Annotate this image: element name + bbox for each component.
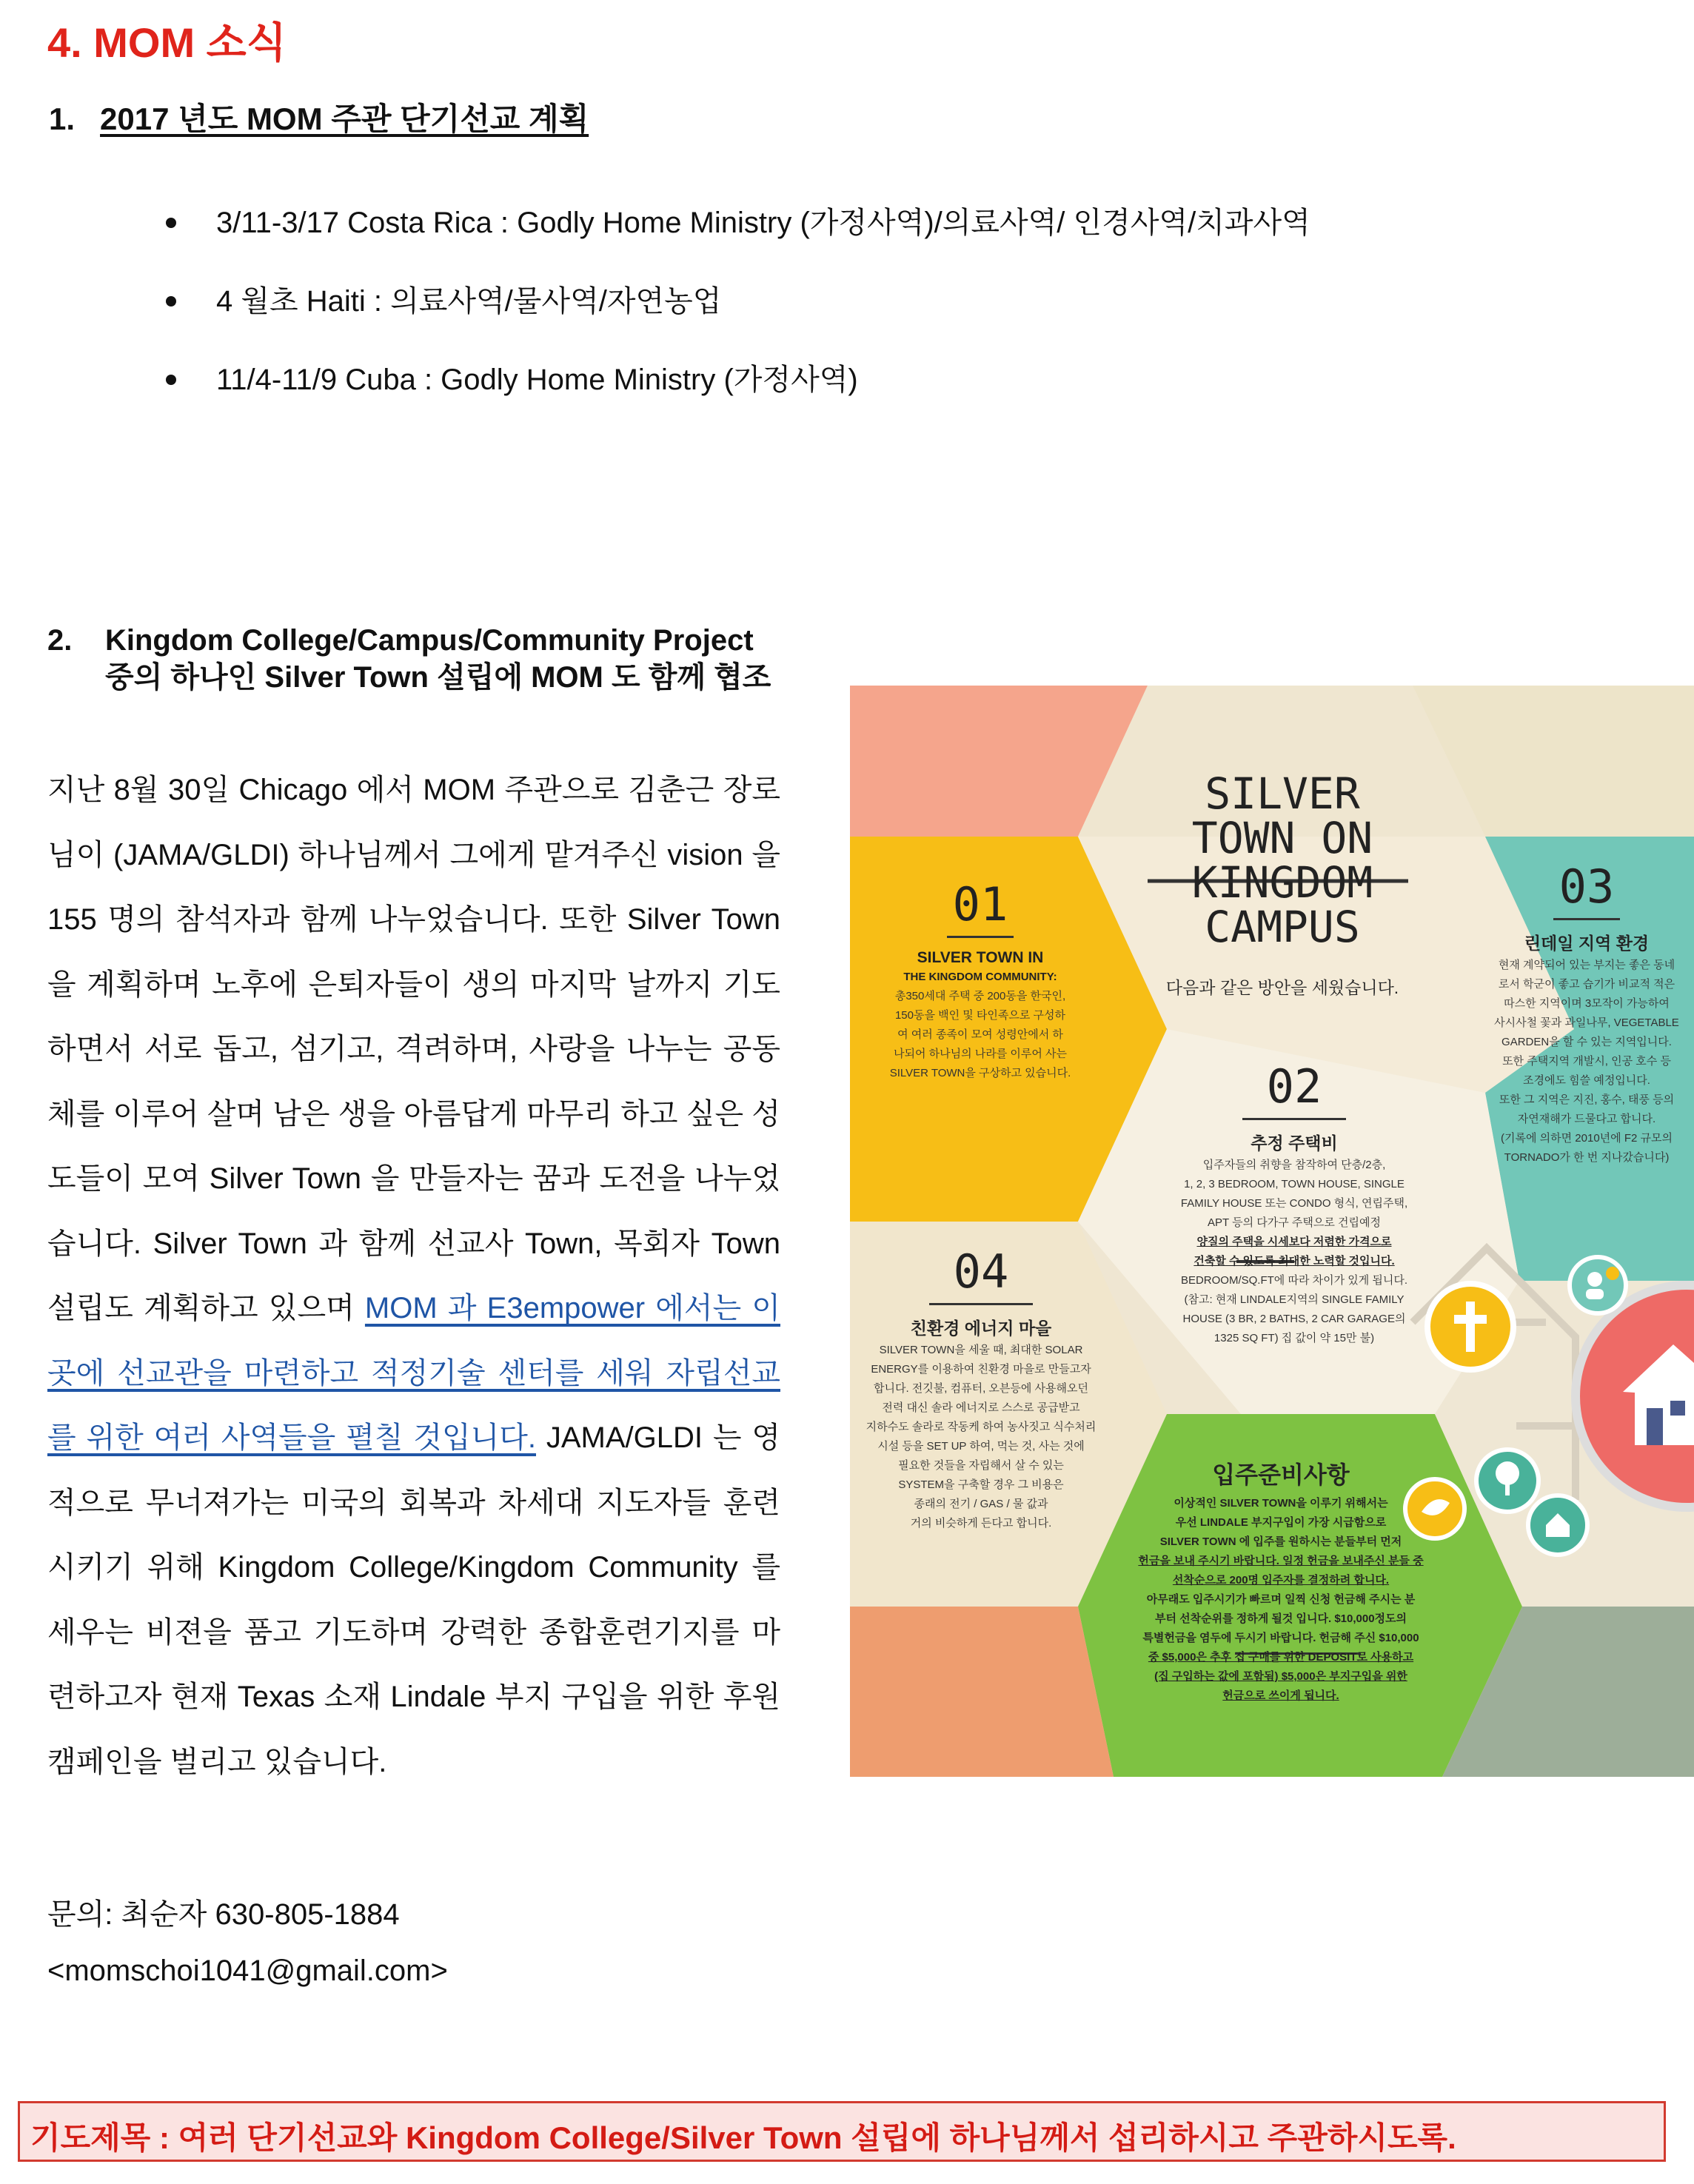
section-02-line: 입주자들의 취향을 참작하여 단층/2층,: [1202, 1159, 1386, 1171]
section-03-line: 로서 학군이 좋고 습기가 비교적 적은: [1498, 978, 1675, 991]
infographic-title: [1149, 768, 1416, 1002]
section-01-subheading: THE KINGDOM COMMUNITY:: [903, 971, 1057, 983]
contact-phone: 문의: 최순자 630-805-1884: [47, 1898, 400, 1931]
subsection-2-heading: [47, 622, 773, 696]
section-03-heading: 린데일 지역 환경: [1524, 934, 1650, 953]
section-03-line: 따스한 지역이며 3모작이 가능하여: [1504, 997, 1670, 1010]
section-05-line: 우선 LINDALE 부지구입이 가장 시급함으로: [1175, 1516, 1387, 1529]
mission-plan-list: [155, 184, 1310, 419]
prayer-request-box: [18, 2101, 1666, 2162]
section-05-line: SILVER TOWN 에 입주를 원하시는 분들부터 먼저: [1159, 1535, 1402, 1548]
section-05-line: 중 $5,000은 추후 집 구매를 위한 DEPOSIT로 사용하고: [1148, 1651, 1414, 1664]
section-04-line: SILVER TOWN을 세울 때, 최대한 SOLAR: [879, 1344, 1083, 1356]
section-05-line: 부터 선착순위를 정하게 될것 입니다. $10,000정도의: [1154, 1612, 1407, 1625]
section-04-line: 종래의 전기 / GAS / 물 값과: [914, 1498, 1048, 1510]
section-02-line: (참고: 현재 LINDALE지역의 SINGLE FAMILY: [1184, 1293, 1405, 1306]
section-04-heading: 친환경 에너지 마을: [910, 1319, 1052, 1338]
section-03-line: 자연재해가 드물다고 합니다.: [1517, 1113, 1656, 1125]
section-02: [1161, 1060, 1427, 1348]
section-02-emphasis: 양질의 주택을 시세보다 저렴한 가격으로: [1196, 1236, 1392, 1248]
section-03-line: 또한 그 지역은 지진, 홍수, 태풍 등의: [1499, 1093, 1675, 1106]
section-03-line: 또한 주택지역 개발시, 인공 호수 등: [1502, 1055, 1671, 1068]
subsection-2-title: Kingdom College/Campus/Community Project 중의 하나인 Silver Town 설립에 MOM 도 함께 협조: [105, 624, 771, 694]
section-05-line: 이상적인 SILVER TOWN을 이루기 위해서는: [1174, 1497, 1388, 1510]
section-02-heading: 추정 주택비: [1251, 1133, 1338, 1153]
section-03: [1479, 860, 1694, 1168]
section-01-number: 01: [952, 877, 1008, 931]
section-04-number: 04: [953, 1245, 1009, 1299]
section-03-number: 03: [1559, 860, 1615, 914]
section-03-line: (기록에 의하면 2010년에 F2 규모의: [1501, 1132, 1673, 1145]
highlighted-text: MOM 과 E3empower 에서는 이곳에 선교관을 마련하고 적정기술 센터를 세워 자립선교를 위한 여러 사역들을 펼칠 것입니다.: [47, 1292, 780, 1454]
section-05-heading: 입주준비사항: [1212, 1461, 1350, 1488]
body-text-part1: 지난 8월 30일 Chicago 에서 MOM 주관으로 김춘근 장로님이 (JAMA/GLDI) 하나님께서 그에게 맡겨주신 vision 을 155 명의 참석자과 함께 나누었습니다. 또한 Silver Town 을 계획하며 노후에 은퇴자들이 생의 마지막 날까지 기도하면서 서로 돕고, 섬기고, 격려하며, 사랑을 나누는 공동체를 이루어 살며 남은 생을 아름답게 마무리 하고 싶은 성도들이 모여 Silver Town 을 만들자는 꿈과 도전을 나누었습니다. Silver Town 과 함께 선교사 Town, 목회자 Town 설립도 계획하고 있으며: [47, 774, 780, 1324]
section-02-line: 1325 SQ FT) 집 값이 약 15만 불): [1213, 1332, 1375, 1344]
section-04-line: 전력 대신 솔라 에너지로 스스로 공급받고: [882, 1401, 1080, 1414]
section-01-line: 총350세대 주택 중 200동을 한국인,: [894, 990, 1066, 1002]
infographic-subtitle: 다음과 같은 방안을 세웠습니다.: [1165, 978, 1399, 997]
silver-town-infographic: [850, 686, 1694, 1777]
section-05-line: 특별헌금을 염두에 두시기 바랍니다. 헌금해 주신 $10,000: [1142, 1632, 1419, 1644]
section-01: [877, 878, 1084, 1083]
section-01-line: 150동을 백인 및 타인족으로 구성하: [894, 1009, 1066, 1022]
section-03-line: 조경에도 힘쓸 예정입니다.: [1523, 1074, 1650, 1087]
section-01-line: 나되어 하나님의 나라를 이루어 사는: [893, 1048, 1068, 1060]
section-05-line: 헌금으로 쓰이게 됩니다.: [1222, 1689, 1339, 1702]
section-05-line: 선착순으로 200명 입주자를 결정하려 합니다.: [1172, 1574, 1390, 1587]
section-05-line: 아무래도 입주시기가 빠르며 일찍 신청 헌금해 주시는 분: [1146, 1593, 1416, 1606]
prayer-request-text: 기도제목 : 여러 단기선교와 Kingdom College/Silver Town 설립에 하나님께서 섭리하시고 주관하시도록.: [30, 2120, 1456, 2155]
section-04-line: SYSTEM을 구축할 경우 그 비용은: [898, 1478, 1064, 1491]
corner-orange-bottom-left: [850, 1607, 1114, 1777]
list-item: 11/4-11/9 Cuba : Godly Home Ministry (가정사역): [155, 341, 1310, 419]
section-01-line: 여 여러 종족이 모여 성령안에서 하: [897, 1028, 1063, 1041]
section-04-line: 시설 등을 SET UP 하여, 먹는 것, 사는 것에: [877, 1440, 1085, 1453]
subsection-1-title: 2017 년도 MOM 주관 단기선교 계획: [100, 101, 589, 136]
section-02-emphasis: 건축할 수 있도록 최대한 노력할 것입니다.: [1194, 1255, 1395, 1267]
section-01-heading: SILVER TOWN IN: [917, 949, 1044, 966]
section-05: [1111, 1456, 1451, 1706]
contact-email[interactable]: <momschoi1041@gmail.com>: [47, 1954, 448, 1987]
section-02-line: HOUSE (3 BR, 2 BATHS, 2 CAR GARAGE의: [1182, 1313, 1406, 1325]
section-03-line: 현재 계약되어 있는 부지는 좋은 동네: [1498, 959, 1675, 971]
subsection-2-number: 2.: [47, 624, 73, 657]
list-item: 4 월초 Haiti : 의료사역/물사역/자연농업: [155, 262, 1310, 341]
section-05-line: (집 구입하는 값에 포함됨) $5,000은 부지구입을 위한: [1154, 1670, 1407, 1683]
section-title: 4. MOM 소식: [47, 19, 287, 66]
section-04-line: ENERGY를 이용하여 친환경 마을로 만들고자: [871, 1363, 1091, 1376]
contact-info: [47, 1886, 448, 1999]
section-04-line: 거의 비슷하게 든다고 합니다.: [910, 1517, 1052, 1530]
section-04-line: 합니다. 전깃불, 컴퓨터, 오븐등에 사용해오던: [874, 1382, 1088, 1395]
body-text-part2: JAMA/GLDI 는 영적으로 무너져가는 미국의 회복과 차세대 지도자들 훈련시키기 위해 Kingdom College/Kingdom Community 를 세우는 비젼을 품고 기도하며 강력한 종합훈련기지를 마련하고자 현재 Texas 소재 Lindale 부지 구입을 위한 후원 캠페인을 벌리고 있습니다.: [47, 1421, 780, 1778]
body-paragraph: [47, 758, 780, 1795]
subsection-1-number: 1.: [49, 101, 76, 136]
section-02-line: 1, 2, 3 BEDROOM, TOWN HOUSE, SINGLE: [1184, 1178, 1405, 1190]
title-line-2: KINGDOM CAMPUS: [1191, 857, 1373, 952]
section-03-line: GARDEN을 할 수 있는 지역입니다.: [1502, 1036, 1672, 1048]
section-04-line: 지하수도 솔라로 작동케 하여 농사짓고 식수처리: [866, 1421, 1097, 1433]
section-04: [859, 1245, 1103, 1533]
section-02-number: 02: [1266, 1059, 1322, 1113]
section-02-line: APT 등의 다가구 주택으로 건립예정: [1208, 1216, 1381, 1229]
section-02-line: FAMILY HOUSE 또는 CONDO 형식, 연립주택,: [1180, 1197, 1408, 1210]
section-02-line: BEDROOM/SQ.FT에 따라 차이가 있게 됩니다.: [1180, 1274, 1408, 1287]
section-03-line: 사시사철 꽃과 과일나무, VEGETABLE: [1494, 1016, 1679, 1029]
section-05-line: 헌금을 보내 주시기 바랍니다. 일정 헌금을 보내주신 분들 중: [1138, 1555, 1424, 1567]
title-line-1: SILVER TOWN ON: [1191, 768, 1373, 863]
section-03-line: TORNADO가 한 번 지나갔습니다): [1504, 1151, 1670, 1164]
section-01-line: SILVER TOWN을 구상하고 있습니다.: [889, 1067, 1071, 1079]
section-04-line: 필요한 것들을 자립해서 살 수 있는: [898, 1459, 1064, 1472]
subsection-1-heading: [49, 95, 589, 139]
list-item: 3/11-3/17 Costa Rica : Godly Home Ministry (가정사역)/의료사역/ 인경사역/치과사역: [155, 184, 1310, 262]
